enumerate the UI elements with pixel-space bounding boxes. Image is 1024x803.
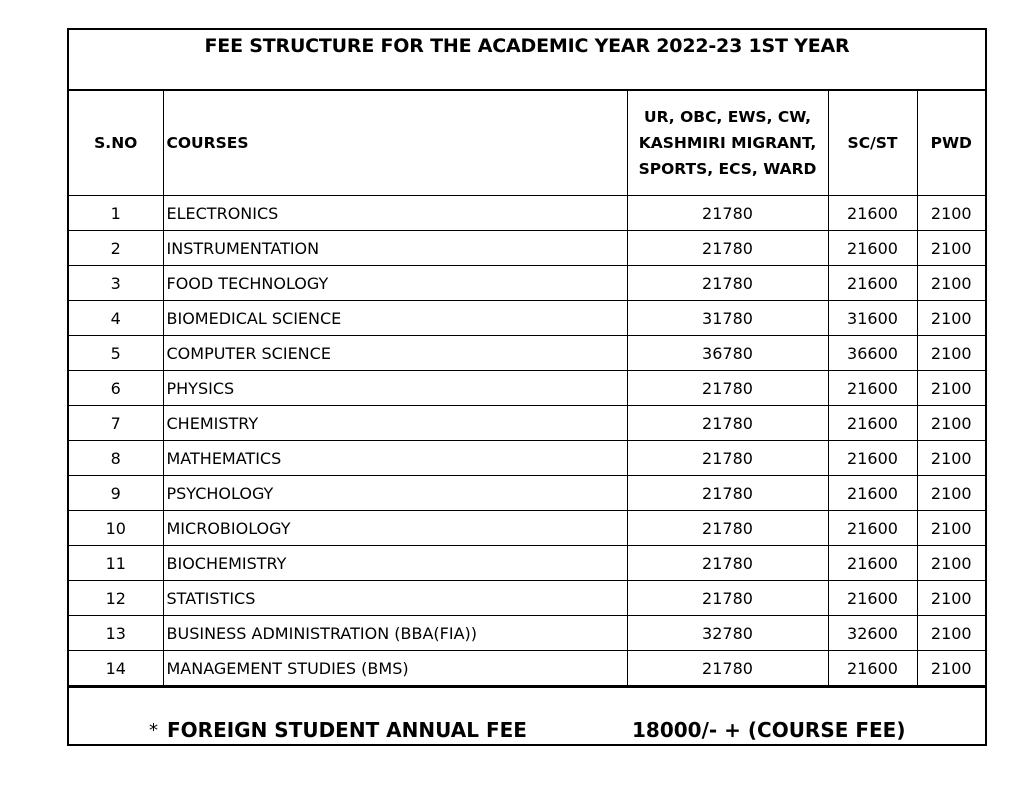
table-row bbox=[69, 301, 985, 336]
table-row bbox=[69, 231, 985, 266]
cell-pwd-fee: 2100 bbox=[917, 476, 985, 511]
cell-general-fee: 21780 bbox=[627, 511, 828, 546]
header-general-line-3: SPORTS, ECS, WARD bbox=[638, 160, 817, 178]
cell-general-fee: 36780 bbox=[627, 336, 828, 371]
table-row bbox=[69, 336, 985, 371]
cell-course: MANAGEMENT STUDIES (BMS) bbox=[163, 651, 627, 686]
header-general-line-1: UR, OBC, EWS, CW, bbox=[644, 108, 811, 126]
header-general-category bbox=[627, 91, 828, 196]
cell-general-fee: 21780 bbox=[627, 266, 828, 301]
table-row bbox=[69, 616, 985, 651]
cell-sno: 1 bbox=[69, 196, 163, 231]
cell-pwd-fee: 2100 bbox=[917, 196, 985, 231]
foreign-fee-label: FOREIGN STUDENT ANNUAL FEE bbox=[167, 718, 527, 742]
cell-general-fee: 21780 bbox=[627, 196, 828, 231]
cell-general-fee: 21780 bbox=[627, 546, 828, 581]
cell-pwd-fee: 2100 bbox=[917, 231, 985, 266]
cell-general-fee: 32780 bbox=[627, 616, 828, 651]
cell-course: MICROBIOLOGY bbox=[163, 511, 627, 546]
cell-sno: 11 bbox=[69, 546, 163, 581]
table-row bbox=[69, 196, 985, 231]
cell-general-fee: 21780 bbox=[627, 441, 828, 476]
cell-scst-fee: 21600 bbox=[828, 196, 917, 231]
table-row bbox=[69, 511, 985, 546]
cell-general-fee: 21780 bbox=[627, 371, 828, 406]
cell-sno: 4 bbox=[69, 301, 163, 336]
cell-pwd-fee: 2100 bbox=[917, 406, 985, 441]
cell-scst-fee: 21600 bbox=[828, 371, 917, 406]
cell-pwd-fee: 2100 bbox=[917, 651, 985, 686]
cell-scst-fee: 31600 bbox=[828, 301, 917, 336]
cell-course: ELECTRONICS bbox=[163, 196, 627, 231]
cell-sno: 10 bbox=[69, 511, 163, 546]
cell-pwd-fee: 2100 bbox=[917, 336, 985, 371]
cell-course: MATHEMATICS bbox=[163, 441, 627, 476]
cell-general-fee: 31780 bbox=[627, 301, 828, 336]
cell-course: BIOMEDICAL SCIENCE bbox=[163, 301, 627, 336]
cell-sno: 3 bbox=[69, 266, 163, 301]
table-row bbox=[69, 406, 985, 441]
cell-scst-fee: 21600 bbox=[828, 476, 917, 511]
cell-course: PSYCHOLOGY bbox=[163, 476, 627, 511]
cell-pwd-fee: 2100 bbox=[917, 581, 985, 616]
cell-sno: 12 bbox=[69, 581, 163, 616]
cell-general-fee: 21780 bbox=[627, 581, 828, 616]
cell-course: PHYSICS bbox=[163, 371, 627, 406]
cell-pwd-fee: 2100 bbox=[917, 371, 985, 406]
cell-pwd-fee: 2100 bbox=[917, 441, 985, 476]
cell-sno: 6 bbox=[69, 371, 163, 406]
fee-structure-sheet bbox=[67, 28, 987, 746]
table-header-row bbox=[69, 91, 985, 196]
cell-scst-fee: 21600 bbox=[828, 441, 917, 476]
cell-scst-fee: 21600 bbox=[828, 546, 917, 581]
cell-pwd-fee: 2100 bbox=[917, 546, 985, 581]
cell-scst-fee: 21600 bbox=[828, 511, 917, 546]
table-row bbox=[69, 476, 985, 511]
cell-course: COMPUTER SCIENCE bbox=[163, 336, 627, 371]
cell-sno: 8 bbox=[69, 441, 163, 476]
cell-scst-fee: 21600 bbox=[828, 406, 917, 441]
table-row bbox=[69, 581, 985, 616]
header-scst: SC/ST bbox=[828, 91, 917, 196]
cell-scst-fee: 21600 bbox=[828, 651, 917, 686]
cell-sno: 9 bbox=[69, 476, 163, 511]
cell-sno: 14 bbox=[69, 651, 163, 686]
table-row bbox=[69, 371, 985, 406]
cell-general-fee: 21780 bbox=[627, 651, 828, 686]
cell-pwd-fee: 2100 bbox=[917, 266, 985, 301]
cell-sno: 13 bbox=[69, 616, 163, 651]
cell-course: STATISTICS bbox=[163, 581, 627, 616]
cell-course: BIOCHEMISTRY bbox=[163, 546, 627, 581]
cell-scst-fee: 36600 bbox=[828, 336, 917, 371]
table-row bbox=[69, 266, 985, 301]
header-sno: S.NO bbox=[69, 91, 163, 196]
asterisk-marker: * bbox=[149, 720, 158, 741]
cell-scst-fee: 21600 bbox=[828, 581, 917, 616]
cell-sno: 5 bbox=[69, 336, 163, 371]
table-row bbox=[69, 651, 985, 686]
cell-pwd-fee: 2100 bbox=[917, 301, 985, 336]
header-general-line-2: KASHMIRI MIGRANT, bbox=[638, 134, 817, 152]
cell-course: FOOD TECHNOLOGY bbox=[163, 266, 627, 301]
cell-general-fee: 21780 bbox=[627, 476, 828, 511]
cell-pwd-fee: 2100 bbox=[917, 511, 985, 546]
cell-general-fee: 21780 bbox=[627, 231, 828, 266]
cell-course: INSTRUMENTATION bbox=[163, 231, 627, 266]
cell-scst-fee: 21600 bbox=[828, 231, 917, 266]
cell-general-fee: 21780 bbox=[627, 406, 828, 441]
foreign-fee-note bbox=[69, 686, 985, 744]
table-row bbox=[69, 546, 985, 581]
cell-scst-fee: 32600 bbox=[828, 616, 917, 651]
header-pwd: PWD bbox=[917, 91, 985, 196]
page-title: FEE STRUCTURE FOR THE ACADEMIC YEAR 2022-23 1ST YEAR bbox=[69, 30, 985, 91]
cell-sno: 7 bbox=[69, 406, 163, 441]
cell-sno: 2 bbox=[69, 231, 163, 266]
cell-course: BUSINESS ADMINISTRATION (BBA(FIA)) bbox=[163, 616, 627, 651]
cell-pwd-fee: 2100 bbox=[917, 616, 985, 651]
fee-table bbox=[69, 91, 985, 686]
table-row bbox=[69, 441, 985, 476]
foreign-fee-value: 18000/- + (COURSE FEE) bbox=[632, 718, 906, 742]
cell-scst-fee: 21600 bbox=[828, 266, 917, 301]
cell-course: CHEMISTRY bbox=[163, 406, 627, 441]
header-courses: COURSES bbox=[163, 91, 627, 196]
